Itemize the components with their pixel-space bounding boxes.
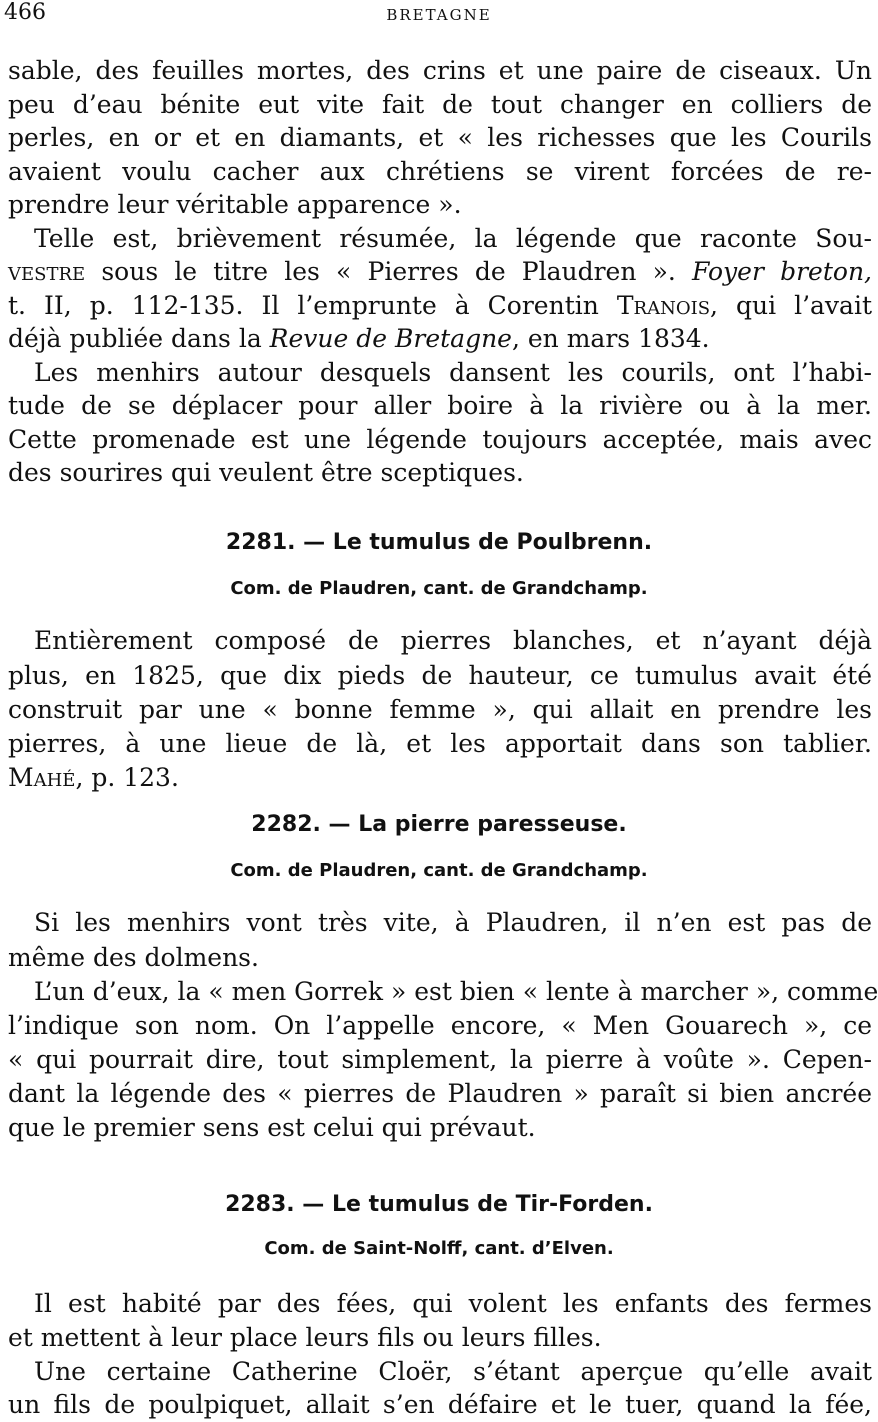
text-line: Entièrement composé de pierres blanches, et n’ayant déjà: [34, 626, 872, 655]
text-line: un fils de poulpiquet, allait s’en défaire et le tuer, quand la fée,: [8, 1390, 872, 1419]
text-line: dant la légende des « pierres de Plaudren » paraît si bien ancrée: [8, 1079, 872, 1108]
text-line: L’un d’eux, la « men Gorrek » est bien « lente à marcher », comme: [34, 977, 878, 1006]
text-span: sous le titre les « Pierres de Plaudren ».: [85, 257, 693, 286]
text-line: et mettent à leur place leurs fils ou leurs filles.: [8, 1323, 602, 1352]
text-line: [8, 322, 872, 356]
page-header: [0, 0, 878, 32]
text-line: Si les menhirs vont très vite, à Plaudren, il n’en est pas de: [34, 908, 872, 937]
text-line: [8, 255, 872, 289]
text-line: Il est habité par des fées, qui volent les enfants des fermes: [34, 1289, 872, 1318]
text-line: des sourires qui veulent être sceptiques.: [8, 458, 524, 487]
text-line: construit par une « bonne femme », qui allait en prendre les: [8, 695, 872, 724]
author-name: vestre: [8, 257, 86, 286]
section-heading-2283: 2283. — Le tumulus de Tir-Forden.: [225, 1192, 653, 1217]
author-name: Mahé: [8, 763, 76, 792]
author-name: Tranois: [616, 291, 711, 320]
text-line: [8, 761, 872, 795]
running-title: BRETAGNE: [386, 6, 492, 24]
text-line: peu d’eau bénite eut vite fait de tout changer en colliers de: [8, 90, 872, 119]
text-line: plus, en 1825, que dix pieds de hauteur, ce tumulus avait été: [8, 661, 872, 690]
text-line: prendre leur véritable apparence ».: [8, 190, 462, 219]
text-span: , en mars 1834.: [511, 324, 710, 353]
text-span: , qui l’avait: [710, 291, 872, 320]
text-line: Les menhirs autour desquels dansent les courils, ont l’habi-: [34, 358, 872, 387]
section-heading-2282: 2282. — La pierre paresseuse.: [251, 812, 627, 837]
section-location-2283: Com. de Saint-Nolff, cant. d’Elven.: [264, 1238, 614, 1259]
section-location-2281: Com. de Plaudren, cant. de Grandchamp.: [230, 578, 648, 599]
text-span: déjà publiée dans la: [8, 324, 270, 353]
text-line: même des dolmens.: [8, 943, 259, 972]
text-line: l’indique son nom. On l’appelle encore, « Men Gouarech », ce: [8, 1011, 872, 1040]
text-line: avaient voulu cacher aux chrétiens se virent forcées de re-: [8, 157, 872, 186]
text-line: Telle est, brièvement résumée, la légende que raconte Sou-: [34, 224, 872, 253]
text-line: que le premier sens est celui qui prévaut.: [8, 1113, 536, 1142]
text-line: Une certaine Catherine Cloër, s’étant aperçue qu’elle avait: [34, 1357, 872, 1386]
page-number: 466: [4, 0, 46, 25]
text-line: « qui pourrait dire, tout simplement, la pierre à voûte ». Cepen-: [8, 1045, 872, 1074]
text-line: sable, des feuilles mortes, des crins et une paire de ciseaux. Un: [8, 56, 872, 85]
section-heading-2281: 2281. — Le tumulus de Poulbrenn.: [225, 530, 653, 555]
text-line: Cette promenade est une légende toujours acceptée, mais avec: [8, 425, 872, 454]
text-span: , p. 123.: [75, 763, 179, 792]
text-line: perles, en or et en diamants, et « les richesses que les Courils: [8, 123, 872, 152]
section-location-2282: Com. de Plaudren, cant. de Grandchamp.: [230, 860, 648, 881]
journal-title: Revue de Bretagne: [269, 324, 512, 353]
book-title: Foyer breton,: [692, 257, 872, 286]
text-line: tude de se déplacer pour aller boire à la rivière ou à la mer.: [8, 391, 872, 420]
text-span: t. II, p. 112-135. Il l’emprunte à Corentin: [8, 291, 617, 320]
text-line: pierres, à une lieue de là, et les apportait dans son tablier.: [8, 729, 872, 758]
text-line: [8, 289, 872, 323]
